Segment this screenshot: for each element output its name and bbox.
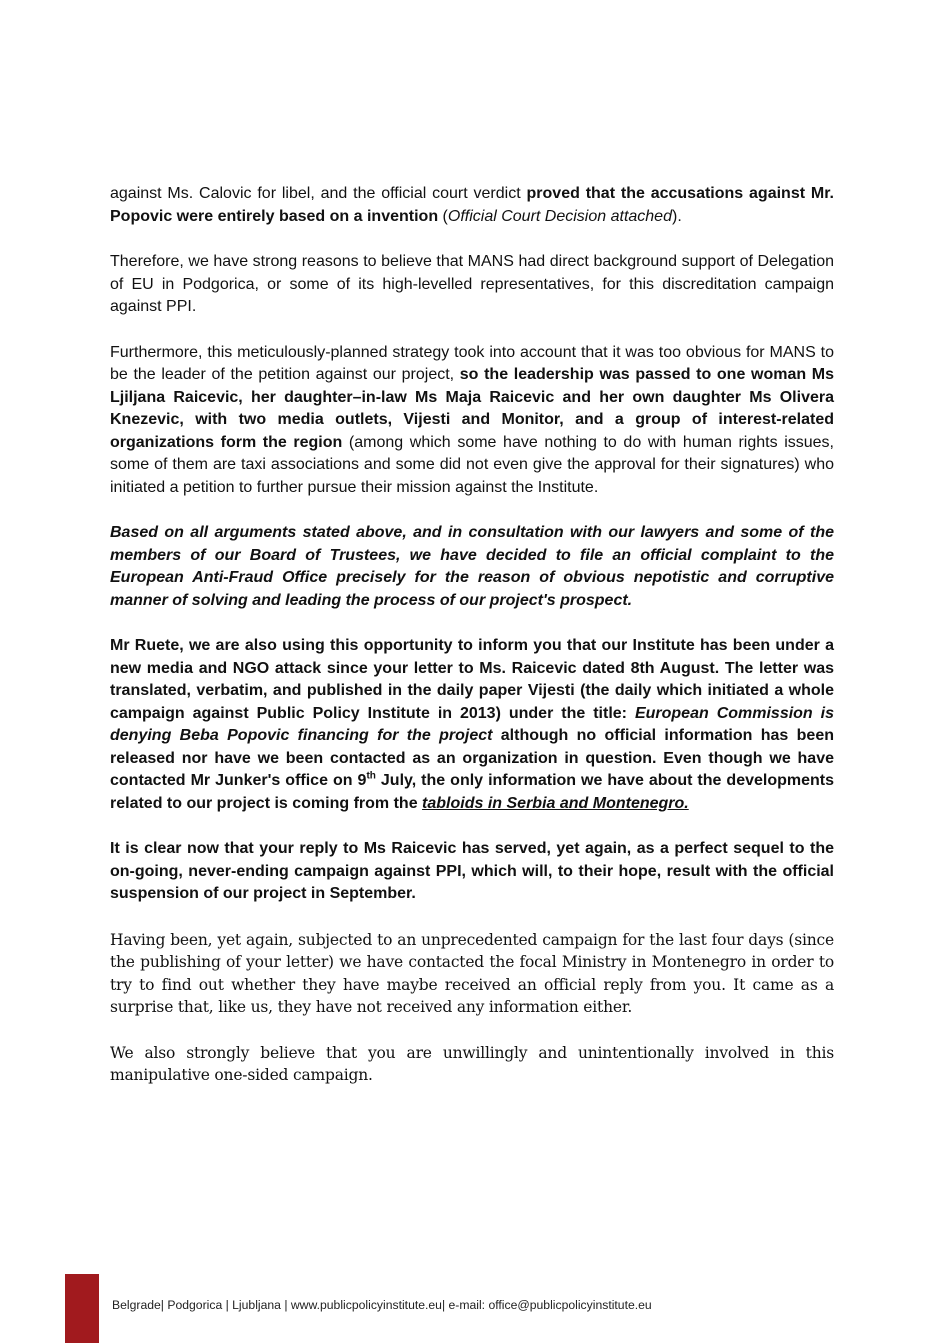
paragraph-eu-support (110, 251, 834, 319)
superscript-text: th (366, 770, 376, 782)
bold-text: It is clear now that your reply to Ms Raicevic has served, yet again, as a perfect sequel to the on-going, never-ending campaign against PPI, which will, to their hope, result with the official suspension of our project in September. (110, 840, 834, 902)
paragraph-text: ( (438, 207, 448, 225)
bold-text: July, the only information we have about the developments related to our project is coming from the (110, 772, 835, 812)
bold-text: Mr Ruete, we are also using this opportunity to inform you that our Institute has been under a new media and NGO attack since your letter to Ms. Raicevic dated 8th August. The letter was translated, verbatim, and published in the daily paper Vijesti (the daily which initiated a whole campaign against Public Policy Institute in 2013) under the title: (110, 637, 834, 722)
paragraph-court-verdict (110, 183, 834, 228)
paragraph-text: Having been, yet again, subjected to an unprecedented campaign for the last four days (since the publishing of your letter) we have contacted the focal Ministry in Montenegro in order to try to find out whether they have maybe received an official reply from you. It came as a surprise that, like us, they have not received any information either. (110, 930, 834, 1016)
paragraph-olaf-complaint (110, 522, 834, 612)
footer-accent-bar (65, 1274, 99, 1343)
italic-text: Official Court Decision attached (447, 207, 672, 225)
footer-contact-line: Belgrade| Podgorica | Ljubljana | www.publicpolicyinstitute.eu| e-mail: office@publicpolicyinstitute.eu (112, 1298, 652, 1312)
letter-body (110, 183, 834, 1110)
bold-italic-text: Based on all arguments stated above, and in consultation with our lawyers and some of the members of our Board of Trustees, we have decided to file an official complaint to the European Anti-Fraud Office precisely for the reason of obvious nepotistic and corruptive manner of solving and leading the process of our project's prospect. (110, 524, 834, 609)
paragraph-ministry-contact (110, 929, 834, 1019)
bold-text: although no official information has been released nor have we been contacted as an organization in question. Even though we have contacted Mr Junker's office on 9 (110, 727, 834, 789)
paragraph-text: (among which some have nothing to do with human rights issues, some of them are taxi associations and some did not even give the approval for their signatures) who initiated a petition to further pursue their mission against the Institute. (110, 433, 834, 496)
paragraph-text: We also strongly believe that you are unwillingly and unintentionally involved in this manipulative one-sided campaign. (110, 1043, 834, 1084)
bold-text: proved that the accusations against Mr. Popovic were entirely based on a invention (110, 185, 835, 225)
tabloids-link[interactable]: tabloids in Serbia and Montenegro. (422, 794, 689, 812)
bold-text: so the leadership was passed to one woman Ms Ljiljana Raicevic, her daughter–in-law Ms Maja Raicevic and her own daughter Ms Olivera Knezevic, with two media outlets, Vijesti and Monitor, and a group of interest-related organizations form the region (110, 366, 834, 451)
paragraph-petition-strategy (110, 342, 834, 500)
paragraph-text: against Ms. Calovic for libel, and the official court verdict (110, 185, 527, 202)
bold-italic-text: European Commission is denying Beba Popovic financing for the project (110, 704, 835, 744)
paragraph-text: ). (671, 207, 682, 225)
paragraph-text: Therefore, we have strong reasons to believe that MANS had direct background support of Delegation of EU in Podgorica, or some of its high-levelled representatives, for this discreditation campaign against PPI. (110, 253, 834, 315)
paragraph-media-attack (110, 635, 834, 815)
paragraph-sequel-campaign (110, 838, 834, 906)
paragraph-text: Furthermore, this meticulously-planned strategy took into account that it was too obvious for MANS to be the leader of the petition against our project, (110, 343, 834, 383)
paragraph-belief (110, 1042, 834, 1087)
